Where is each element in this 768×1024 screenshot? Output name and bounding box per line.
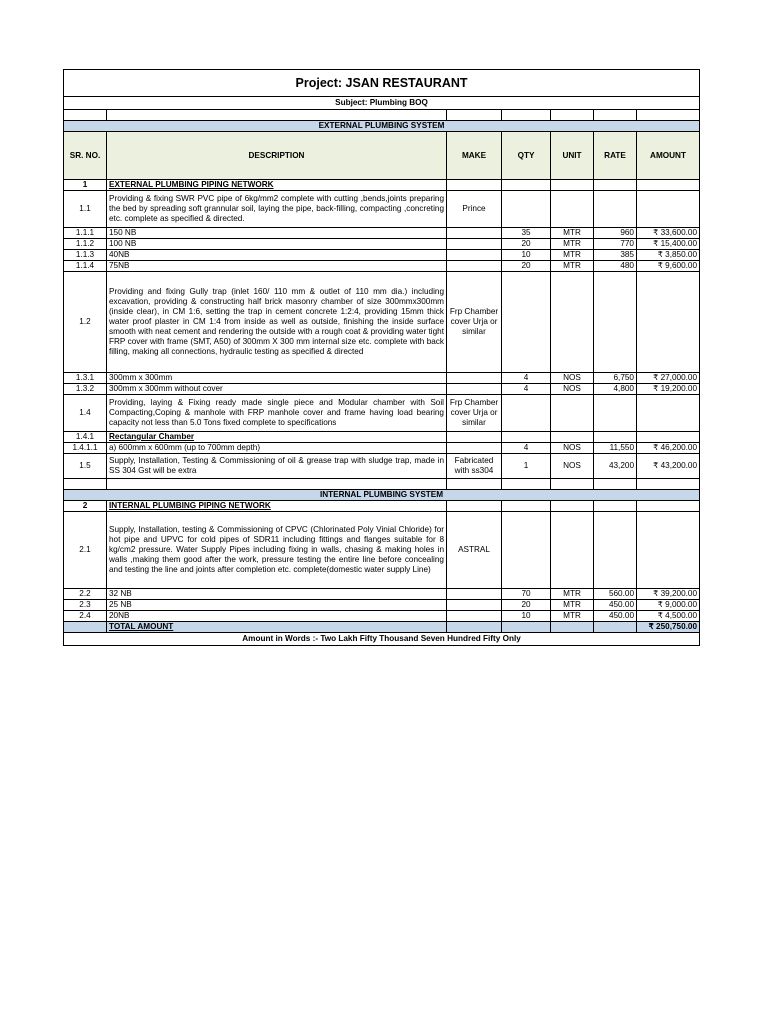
- unit-cell: MTR: [551, 261, 594, 272]
- subject-title: Subject: Plumbing BOQ: [64, 97, 700, 110]
- make-cell: ASTRAL: [447, 512, 502, 589]
- table-row: [64, 454, 700, 479]
- unit-cell: [551, 432, 594, 443]
- header-amount: AMOUNT: [637, 132, 700, 180]
- sr-no-cell: 2.4: [64, 611, 107, 622]
- description-cell: 40NB: [107, 250, 447, 261]
- unit-cell: [551, 191, 594, 228]
- table-row: [64, 180, 700, 191]
- description-cell: 150 NB: [107, 228, 447, 239]
- sr-no-cell: 2: [64, 501, 107, 512]
- header-make: MAKE: [447, 132, 502, 180]
- total-unit-cell: [551, 622, 594, 633]
- blank-row: [64, 479, 700, 490]
- amount-cell: ₹ 43,200.00: [637, 454, 700, 479]
- description-cell: Supply, Installation, testing & Commissioning of CPVC (Chlorinated Poly Vinial Chloride) for hot pipe and UPVC for cold pipes of SDR11 including fittings and flanges suitable for 8 kg/cm2 pressure. Water Supply Pipes including fixing in walls, chasing & making holes in walls ,making them good after the work, pressure testing the entire line before concealing and testing the line and joints after completion etc. complete(domestic water supply Line): [107, 512, 447, 589]
- make-cell: Frp Chamber cover Urja or similar: [447, 272, 502, 373]
- blank-cell: [502, 479, 551, 490]
- amount-cell: ₹ 19,200.00: [637, 384, 700, 395]
- table-row: [64, 228, 700, 239]
- qty-cell: [502, 191, 551, 228]
- amount-cell: ₹ 27,000.00: [637, 373, 700, 384]
- table-row: [64, 191, 700, 228]
- amount-cell: ₹ 39,200.00: [637, 589, 700, 600]
- table-row: [64, 261, 700, 272]
- sr-no-cell: 1.2: [64, 272, 107, 373]
- total-qty-cell: [502, 622, 551, 633]
- rate-cell: 560.00: [594, 589, 637, 600]
- header-unit: UNIT: [551, 132, 594, 180]
- title-row: [64, 70, 700, 97]
- total-rate-cell: [594, 622, 637, 633]
- boq-table: [63, 69, 700, 646]
- unit-cell: NOS: [551, 443, 594, 454]
- blank-cell: [551, 479, 594, 490]
- rate-cell: 450.00: [594, 611, 637, 622]
- unit-cell: MTR: [551, 611, 594, 622]
- amount-cell: ₹ 33,600.00: [637, 228, 700, 239]
- table-row: [64, 373, 700, 384]
- rate-cell: [594, 432, 637, 443]
- make-cell: [447, 228, 502, 239]
- description-cell: 20NB: [107, 611, 447, 622]
- table-row: [64, 384, 700, 395]
- amount-cell: [637, 191, 700, 228]
- blank-cell: [107, 479, 447, 490]
- sr-no-cell: 2.2: [64, 589, 107, 600]
- sr-no-cell: 2.1: [64, 512, 107, 589]
- blank-cell: [637, 479, 700, 490]
- total-sr-cell: [64, 622, 107, 633]
- description-cell: INTERNAL PLUMBING PIPING NETWORK: [107, 501, 447, 512]
- description-cell: 300mm x 300mm: [107, 373, 447, 384]
- blank-row: [64, 110, 700, 121]
- total-amount: ₹ 250,750.00: [637, 622, 700, 633]
- subject-row: [64, 97, 700, 110]
- qty-cell: 20: [502, 261, 551, 272]
- table-row: [64, 512, 700, 589]
- sr-no-cell: 1.4.1.1: [64, 443, 107, 454]
- rate-cell: [594, 191, 637, 228]
- sr-no-cell: 1.4.1: [64, 432, 107, 443]
- make-cell: [447, 432, 502, 443]
- description-cell: 300mm x 300mm without cover: [107, 384, 447, 395]
- blank-cell: [447, 479, 502, 490]
- qty-cell: [502, 272, 551, 373]
- sr-no-cell: 1.3.1: [64, 373, 107, 384]
- external-section-row: [64, 121, 700, 132]
- sr-no-cell: 1.3.2: [64, 384, 107, 395]
- project-title: Project: JSAN RESTAURANT: [64, 70, 700, 97]
- qty-cell: [502, 395, 551, 432]
- qty-cell: 20: [502, 600, 551, 611]
- amount-cell: [637, 501, 700, 512]
- amount-cell: [637, 395, 700, 432]
- rate-cell: 960: [594, 228, 637, 239]
- make-cell: [447, 261, 502, 272]
- unit-cell: MTR: [551, 228, 594, 239]
- sr-no-cell: 1.5: [64, 454, 107, 479]
- amount-cell: ₹ 3,850.00: [637, 250, 700, 261]
- amount-in-words: Amount in Words :- Two Lakh Fifty Thousand Seven Hundred Fifty Only: [64, 633, 700, 646]
- description-cell: a) 600mm x 600mm (up to 700mm depth): [107, 443, 447, 454]
- make-cell: [447, 600, 502, 611]
- make-cell: Prince: [447, 191, 502, 228]
- description-cell: Providing, laying & Fixing ready made single piece and Modular chamber with Soil Compacting,Coping & manhole with FRP manhole cover and frame having load bearing capacity not less than 5.0 Tons fixed complete to specifications: [107, 395, 447, 432]
- qty-cell: 4: [502, 384, 551, 395]
- table-row: [64, 501, 700, 512]
- unit-cell: MTR: [551, 589, 594, 600]
- amount-cell: ₹ 9,000.00: [637, 600, 700, 611]
- external-section-title: EXTERNAL PLUMBING SYSTEM: [64, 121, 700, 132]
- sr-no-cell: 2.3: [64, 600, 107, 611]
- internal-section-title: INTERNAL PLUMBING SYSTEM: [64, 490, 700, 501]
- unit-cell: NOS: [551, 373, 594, 384]
- table-row: [64, 589, 700, 600]
- rate-cell: [594, 272, 637, 373]
- qty-cell: [502, 501, 551, 512]
- description-cell: 75NB: [107, 261, 447, 272]
- make-cell: [447, 239, 502, 250]
- description-cell: 32 NB: [107, 589, 447, 600]
- total-label: TOTAL AMOUNT: [107, 622, 447, 633]
- qty-cell: 1: [502, 454, 551, 479]
- make-cell: [447, 250, 502, 261]
- amount-cell: [637, 180, 700, 191]
- header-row: [64, 132, 700, 180]
- qty-cell: 4: [502, 373, 551, 384]
- header-description: DESCRIPTION: [107, 132, 447, 180]
- qty-cell: 70: [502, 589, 551, 600]
- rate-cell: 4,800: [594, 384, 637, 395]
- sr-no-cell: 1.1.3: [64, 250, 107, 261]
- amount-cell: [637, 272, 700, 373]
- blank-cell: [594, 479, 637, 490]
- table-row: [64, 432, 700, 443]
- total-row: [64, 622, 700, 633]
- sr-no-cell: 1.1.2: [64, 239, 107, 250]
- qty-cell: 10: [502, 250, 551, 261]
- qty-cell: 20: [502, 239, 551, 250]
- amount-cell: ₹ 15,400.00: [637, 239, 700, 250]
- unit-cell: MTR: [551, 600, 594, 611]
- rate-cell: 770: [594, 239, 637, 250]
- rate-cell: 480: [594, 261, 637, 272]
- amount-cell: ₹ 4,500.00: [637, 611, 700, 622]
- qty-cell: [502, 180, 551, 191]
- description-cell: Rectangular Chamber: [107, 432, 447, 443]
- rate-cell: 6,750: [594, 373, 637, 384]
- header-sr-no: SR. NO.: [64, 132, 107, 180]
- amount-cell: ₹ 9,600.00: [637, 261, 700, 272]
- amount-cell: ₹ 46,200.00: [637, 443, 700, 454]
- table-row: [64, 611, 700, 622]
- description-cell: Supply, Installation, Testing & Commissioning of oil & grease trap with sludge trap, made in SS 304 Gst will be extra: [107, 454, 447, 479]
- make-cell: [447, 443, 502, 454]
- sr-no-cell: 1.1.4: [64, 261, 107, 272]
- rate-cell: [594, 395, 637, 432]
- unit-cell: [551, 501, 594, 512]
- make-cell: [447, 611, 502, 622]
- unit-cell: NOS: [551, 384, 594, 395]
- make-cell: [447, 589, 502, 600]
- make-cell: Fabricated with ss304: [447, 454, 502, 479]
- qty-cell: [502, 432, 551, 443]
- unit-cell: [551, 272, 594, 373]
- unit-cell: [551, 395, 594, 432]
- rate-cell: [594, 512, 637, 589]
- unit-cell: MTR: [551, 239, 594, 250]
- rate-cell: 11,550: [594, 443, 637, 454]
- rate-cell: [594, 501, 637, 512]
- rate-cell: 450.00: [594, 600, 637, 611]
- amount-cell: [637, 512, 700, 589]
- description-cell: 25 NB: [107, 600, 447, 611]
- unit-cell: [551, 512, 594, 589]
- unit-cell: MTR: [551, 250, 594, 261]
- amount-in-words-row: [64, 633, 700, 646]
- rate-cell: [594, 180, 637, 191]
- header-qty: QTY: [502, 132, 551, 180]
- description-cell: 100 NB: [107, 239, 447, 250]
- unit-cell: [551, 180, 594, 191]
- qty-cell: [502, 512, 551, 589]
- sr-no-cell: 1: [64, 180, 107, 191]
- table-row: [64, 600, 700, 611]
- table-row: [64, 443, 700, 454]
- amount-cell: [637, 432, 700, 443]
- make-cell: [447, 373, 502, 384]
- header-rate: RATE: [594, 132, 637, 180]
- description-cell: Providing and fixing Gully trap (inlet 160/ 110 mm & outlet of 110 mm dia.) including excavation, providing & constructing half brick masonry chamber of size 300mmx300mm (inside clear), in CM 1:6, setting the trap in cement concrete 1:2:4, providing 15mm thick water proof plaster in CM 1:4 from inside as well as outside, finishing the inside surface smooth with neat cement and rendering the outside with a rough coat & providing water tight FRP cover with frame (SMT, A50) of 300mm X 300 mm internal size etc. complete with back filling, making all connections, hydraulic testing as specified & directed: [107, 272, 447, 373]
- make-cell: Frp Chamber cover Urja or similar: [447, 395, 502, 432]
- description-cell: EXTERNAL PLUMBING PIPING NETWORK: [107, 180, 447, 191]
- sr-no-cell: 1.1.1: [64, 228, 107, 239]
- table-row: [64, 250, 700, 261]
- blank-cell: [64, 479, 107, 490]
- qty-cell: 10: [502, 611, 551, 622]
- description-cell: Providing & fixing SWR PVC pipe of 6kg/mm2 complete with cutting ,bends,joints preparing the bed by spreading soft grannular soil, laying the pipe, back-filling, compacting ,concreting etc. complete as specified & directed.: [107, 191, 447, 228]
- make-cell: [447, 384, 502, 395]
- rate-cell: 385: [594, 250, 637, 261]
- table-row: [64, 239, 700, 250]
- table-row: [64, 395, 700, 432]
- rate-cell: 43,200: [594, 454, 637, 479]
- total-make-cell: [447, 622, 502, 633]
- qty-cell: 4: [502, 443, 551, 454]
- unit-cell: NOS: [551, 454, 594, 479]
- sr-no-cell: 1.1: [64, 191, 107, 228]
- table-row: [64, 272, 700, 373]
- internal-section-row: [64, 490, 700, 501]
- make-cell: [447, 501, 502, 512]
- make-cell: [447, 180, 502, 191]
- qty-cell: 35: [502, 228, 551, 239]
- sr-no-cell: 1.4: [64, 395, 107, 432]
